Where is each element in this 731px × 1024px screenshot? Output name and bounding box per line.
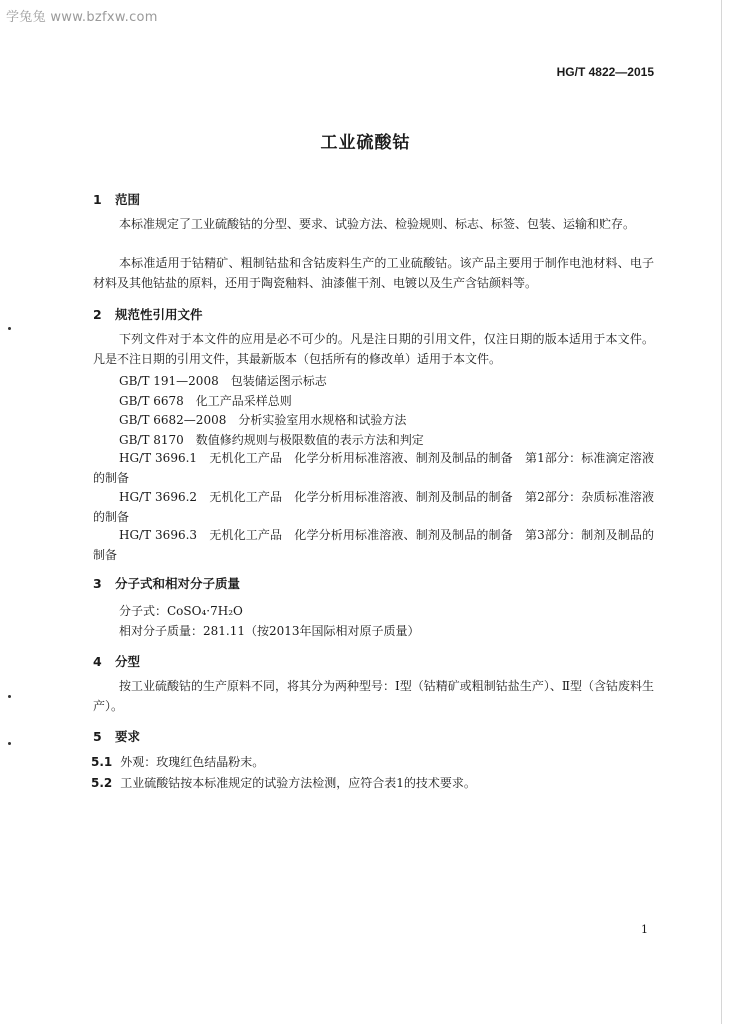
clause-number: 5.1 (91, 755, 113, 769)
clause-text: 工业硫酸钴按本标准规定的试验方法检测，应符合表1的技术要求。 (120, 776, 476, 790)
molecular-mass: 相对分子质量：281.11（按2013年国际相对原子质量） (119, 624, 420, 638)
section-number: 2 (93, 307, 102, 322)
clause-text: 外观：玫瑰红色结晶粉末。 (120, 755, 265, 769)
scope-paragraph-2: 本标准适用于钴精矿、粗制钴盐和含钴废料生产的工业硫酸钴。该产品主要用于制作电池材料、电子材料及其他钴盐的原料，还用于陶瓷釉料、油漆催干剂、电镀以及生产含钴颜料等。 (93, 256, 654, 290)
section-number: 3 (93, 576, 102, 591)
section-number: 4 (93, 654, 102, 669)
standard-number: HG/T 4822—2015 (556, 65, 654, 79)
reference-item: GB/T 191—2008 包装储运图示标志 (119, 374, 327, 388)
classification-text: 按工业硫酸钴的生产原料不同，将其分为两种型号：Ⅰ型（钴精矿或粗制钴盐生产）、Ⅱ型（含钴废料生产）。 (93, 679, 654, 713)
section-title: 要求 (115, 729, 141, 744)
section-title: 分型 (115, 654, 141, 669)
reference-item: GB/T 6682—2008 分析实验室用水规格和试验方法 (119, 413, 407, 427)
molecular-formula: 分子式：CoSO₄·7H₂O (119, 604, 243, 618)
section-heading-formula (93, 574, 240, 592)
reference-item: GB/T 6678 化工产品采样总则 (119, 394, 292, 408)
scope-paragraph-1: 本标准规定了工业硫酸钴的分型、要求、试验方法、检验规则、标志、标签、包装、运输和贮存。 (119, 217, 636, 231)
section-number: 1 (93, 192, 102, 207)
section-heading-requirements (93, 727, 140, 745)
page-edge-rule (721, 0, 722, 1024)
reference-item: HG/T 3696.1 无机化工产品 化学分析用标准溶液、制剂及制品的制备 第1部分：标准滴定溶液的制备 (93, 451, 654, 485)
section-title: 分子式和相对分子质量 (115, 576, 241, 591)
requirement-clause (91, 774, 476, 791)
scan-mark (8, 327, 11, 330)
normative-intro: 下列文件对于本文件的应用是必不可少的。凡是注日期的引用文件，仅注日期的版本适用于本文件。凡是不注日期的引用文件，其最新版本（包括所有的修改单）适用于本文件。 (93, 332, 654, 366)
scan-mark (8, 695, 11, 698)
document-title: 工业硫酸钴 (320, 133, 411, 153)
reference-item: GB/T 8170 数值修约规则与极限数值的表示方法和判定 (119, 433, 424, 447)
section-title: 范围 (115, 192, 141, 207)
page-number: 1 (641, 923, 648, 936)
section-heading-classification (93, 652, 140, 670)
section-heading-normative (93, 305, 203, 323)
section-title: 规范性引用文件 (115, 307, 203, 322)
reference-item: HG/T 3696.3 无机化工产品 化学分析用标准溶液、制剂及制品的制备 第3部分：制剂及制品的制备 (93, 528, 654, 562)
reference-item: HG/T 3696.2 无机化工产品 化学分析用标准溶液、制剂及制品的制备 第2部分：杂质标准溶液的制备 (93, 490, 654, 524)
watermark: 学兔兔 www.bzfxw.com (6, 10, 158, 25)
section-number: 5 (93, 729, 102, 744)
requirement-clause (91, 753, 264, 770)
section-heading-scope (93, 190, 140, 208)
clause-number: 5.2 (91, 776, 113, 790)
scan-mark (8, 742, 11, 745)
